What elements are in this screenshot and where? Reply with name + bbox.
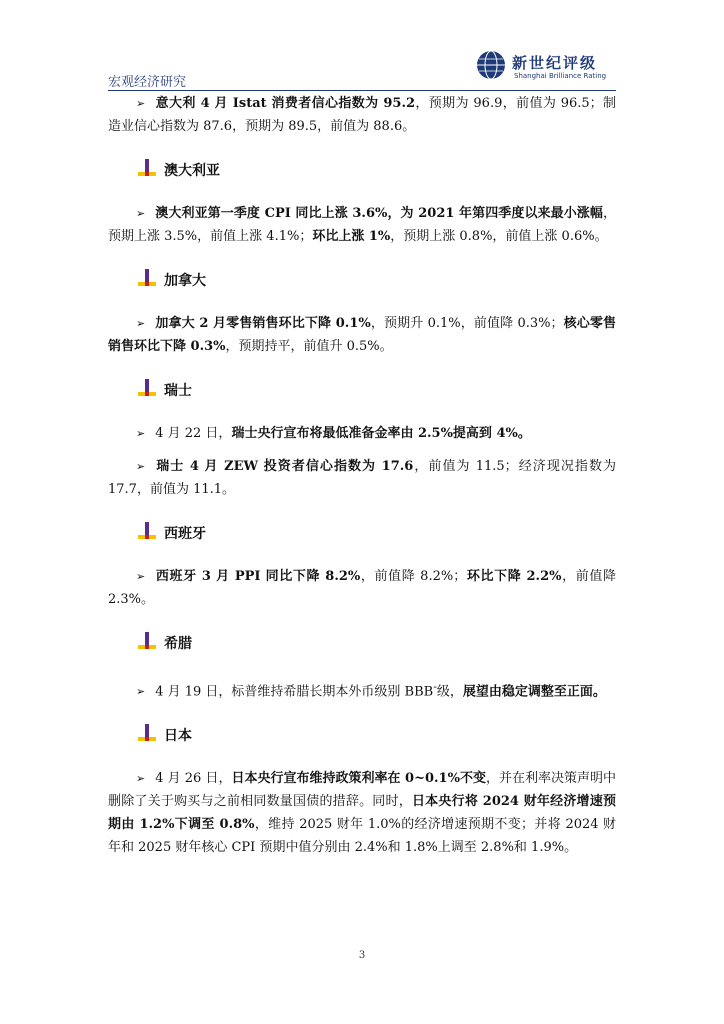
- paragraph-greece: ➢ 4 月 19 日，标普维持希腊长期本外币级别 BBB-级，展望由稳定调整至正面。: [136, 680, 606, 700]
- section-heading-spain: [108, 513, 616, 553]
- logo-text-en: Shanghai Brilliance Rating: [514, 72, 607, 80]
- section-title: 希腊: [164, 636, 192, 652]
- section-heading-japan: [108, 715, 616, 755]
- section-cross-icon: [136, 632, 158, 654]
- arrow-right-icon: ➢: [136, 317, 146, 330]
- logo-globe-icon: [476, 50, 506, 80]
- section-cross-icon: [136, 159, 158, 181]
- page-number: 3: [358, 950, 366, 961]
- arrow-right-icon: ➢: [136, 570, 146, 583]
- section-title: 西班牙: [164, 526, 206, 542]
- page-content: [108, 92, 616, 859]
- section-heading-greece: [108, 623, 616, 663]
- section-cross-icon: [136, 379, 158, 401]
- paragraph-switzerland-2: ➢ 瑞士 4 月 ZEW 投资者信心指数为 17.6，前值为 11.5；经济现况指数为 17.7，前值为 11.1。: [108, 459, 616, 497]
- arrow-right-icon: ➢: [136, 97, 146, 110]
- section-cross-icon: [136, 724, 158, 746]
- section-title: 日本: [164, 728, 192, 745]
- arrow-right-icon: ➢: [136, 685, 146, 699]
- section-heading-australia: [108, 150, 616, 190]
- company-logo: [476, 50, 616, 88]
- page-header: [108, 40, 616, 91]
- section-title: 加拿大: [164, 273, 206, 289]
- section-cross-icon: [136, 522, 158, 544]
- paragraph-italy: ➢ 意大利 4 月 Istat 消费者信心指数为 95.2，预期为 96.9，前值为 96.5；制造业信心指数为 87.6，预期为 89.5，前值为 88.6。: [108, 96, 617, 134]
- section-heading-switzerland: [108, 370, 616, 410]
- section-title: 瑞士: [164, 383, 192, 399]
- section-cross-icon: [136, 269, 158, 291]
- paragraph-canada: ➢ 加拿大 2 月零售销售环比下降 0.1%，预期升 0.1%，前值降 0.3%；核心零售销售环比下降 0.3%，预期持平，前值升 0.5%。: [108, 316, 616, 354]
- paragraph-australia: ➢ 澳大利亚第一季度 CPI 同比上涨 3.6%，为 2021 年第四季度以来最小涨幅，预期上涨 3.5%，前值上涨 4.1%；环比上涨 1%，预期上涨 0.8%，前值上涨 0.6%。: [108, 206, 616, 244]
- arrow-right-icon: ➢: [136, 427, 146, 440]
- header-title: 宏观经济研究: [108, 75, 187, 90]
- arrow-right-icon: ➢: [136, 772, 146, 786]
- section-heading-canada: [108, 260, 616, 300]
- section-title: 澳大利亚: [164, 163, 220, 179]
- paragraph-switzerland-1: ➢ 4 月 22 日，瑞士央行宣布将最低准备金率由 2.5%提高到 4%。: [136, 426, 531, 441]
- arrow-right-icon: ➢: [136, 460, 146, 473]
- logo-text-cn: 新世纪评级: [512, 54, 598, 72]
- paragraph-spain: ➢ 西班牙 3 月 PPI 同比下降 8.2%，前值降 8.2%；环比下降 2.2%，前值降 2.3%。: [108, 569, 616, 607]
- arrow-right-icon: ➢: [136, 207, 146, 220]
- paragraph-japan: ➢ 4 月 26 日，日本央行宣布维持政策利率在 0~0.1%不变，并在利率决策声明中删除了关于购买与之前相同数量国债的措辞。同时，日本央行将 2024 财年经济增速预期由 1.2%下调至 0.8%，维持 2025 财年 1.0%的经济增速预期不变；并将 2024 财年和 2025 财年核心 CPI 预期中值分别由 2.4%和 1.8%上调至 2.8%和 1.9%。: [108, 771, 616, 856]
